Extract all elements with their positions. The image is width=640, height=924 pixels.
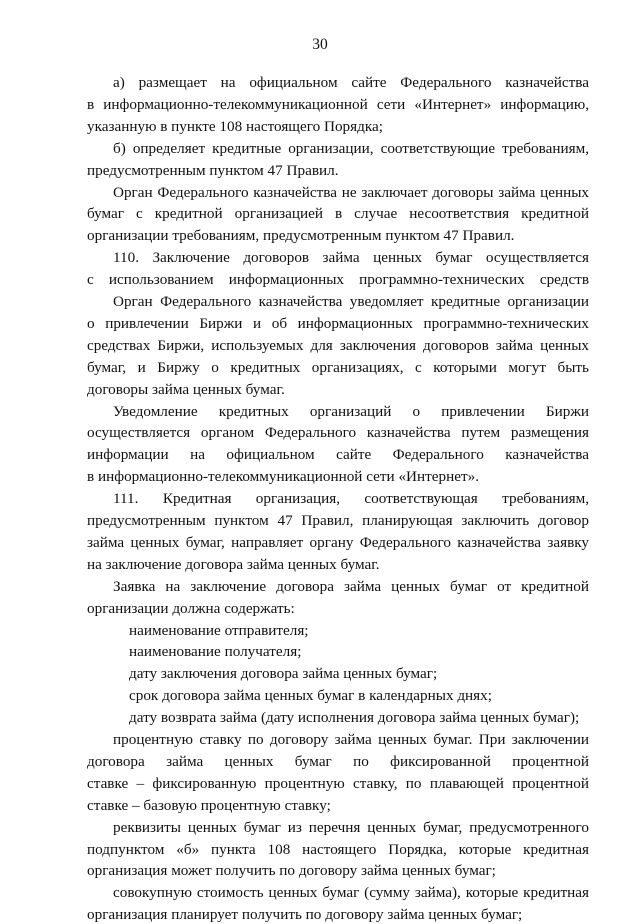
text-line: Орган Федерального казначейства уведомляет кредитные организации — [113, 293, 589, 310]
text-line: предусмотренным пунктом 47 Правил. — [87, 161, 339, 179]
text-line: организации требованиям, предусмотренным пунктом 47 Правил. — [87, 227, 515, 245]
text-line: осуществляется органом Федерального казначейства путем размещения — [87, 424, 589, 442]
text-line: Орган Федерального казначейства не заключает договоры займа ценных — [113, 183, 589, 201]
text-line: указанную в пункте 108 настоящего Порядка; — [87, 117, 383, 135]
text-line: о привлечении Биржи и об информационных программно-технических — [87, 314, 589, 332]
text-line: информации на официальном сайте Федерального казначейства — [87, 446, 589, 464]
list-item: дату возврата займа (дату исполнения договора займа ценных бумаг); — [129, 709, 580, 727]
text-line: б) определяет кредитные организации, соответствующие требованиям, — [113, 139, 589, 157]
text-line: в информационно-телекоммуникационной сети «Интернет» информацию, — [87, 95, 589, 113]
text-line: бумаг с кредитной организацией в случае несоответствия кредитной — [87, 205, 589, 223]
list-item: наименование получателя; — [129, 643, 302, 661]
text-line: организация планирует получить по договору займа ценных бумаг; — [87, 906, 523, 924]
text-line: на заключение договора займа ценных бумаг. — [87, 555, 380, 573]
text-line: договоры займа ценных бумаг. — [87, 380, 285, 398]
text-line: ставке – базовую процентную ставку; — [87, 796, 331, 814]
list-item: дату заключения договора займа ценных бумаг; — [129, 665, 438, 683]
text-line: Уведомление кредитных организаций о привлечении Биржи — [113, 402, 589, 420]
text-line: займа ценных бумаг, направляет органу Федерального казначейства заявку — [87, 533, 589, 551]
text-line: подпунктом «б» пункта 108 настоящего Порядка, которые кредитная — [87, 840, 589, 858]
text-line: организация может получить по договору займа ценных бумаг; — [87, 862, 496, 880]
text-line: предусмотренным пунктом 47 Правил, планирующая заключить договор — [87, 512, 589, 529]
text-line: договора займа ценных бумаг по фиксированной процентной — [87, 752, 589, 770]
text-line: организации должна содержать: — [87, 599, 295, 617]
text-line: 110. Заключение договоров займа ценных бумаг осуществляется — [113, 249, 589, 267]
text-line: совокупную стоимость ценных бумаг (сумму займа), которые кредитная — [113, 884, 589, 902]
text-line: бумаг, и Биржу о кредитных организациях, с которыми могут быть — [87, 358, 589, 376]
page-number: 30 — [312, 36, 328, 53]
text-line: средствах Биржи, используемых для заключения договоров займа ценных — [87, 336, 589, 354]
text-line: 111. Кредитная организация, соответствующая требованиям, — [113, 490, 589, 508]
text-line: реквизиты ценных бумаг из перечня ценных бумаг, предусмотренного — [113, 818, 589, 836]
text-line: в информационно-телекоммуникационной сети «Интернет». — [87, 468, 480, 486]
text-line: с использованием информационных программно-технических средств — [87, 271, 589, 289]
text-line: Заявка на заключение договора займа ценных бумаг от кредитной — [113, 577, 589, 595]
text-line: процентную ставку по договору займа ценных бумаг. При заключении — [113, 731, 589, 748]
text-line: а) размещает на официальном сайте Федерального казначейства — [113, 74, 589, 91]
text-line: ставке – фиксированную процентную ставку, по плавающей процентной — [87, 774, 589, 792]
list-item: наименование отправителя; — [129, 621, 309, 639]
list-item: срок договора займа ценных бумаг в календарных днях; — [129, 687, 492, 705]
